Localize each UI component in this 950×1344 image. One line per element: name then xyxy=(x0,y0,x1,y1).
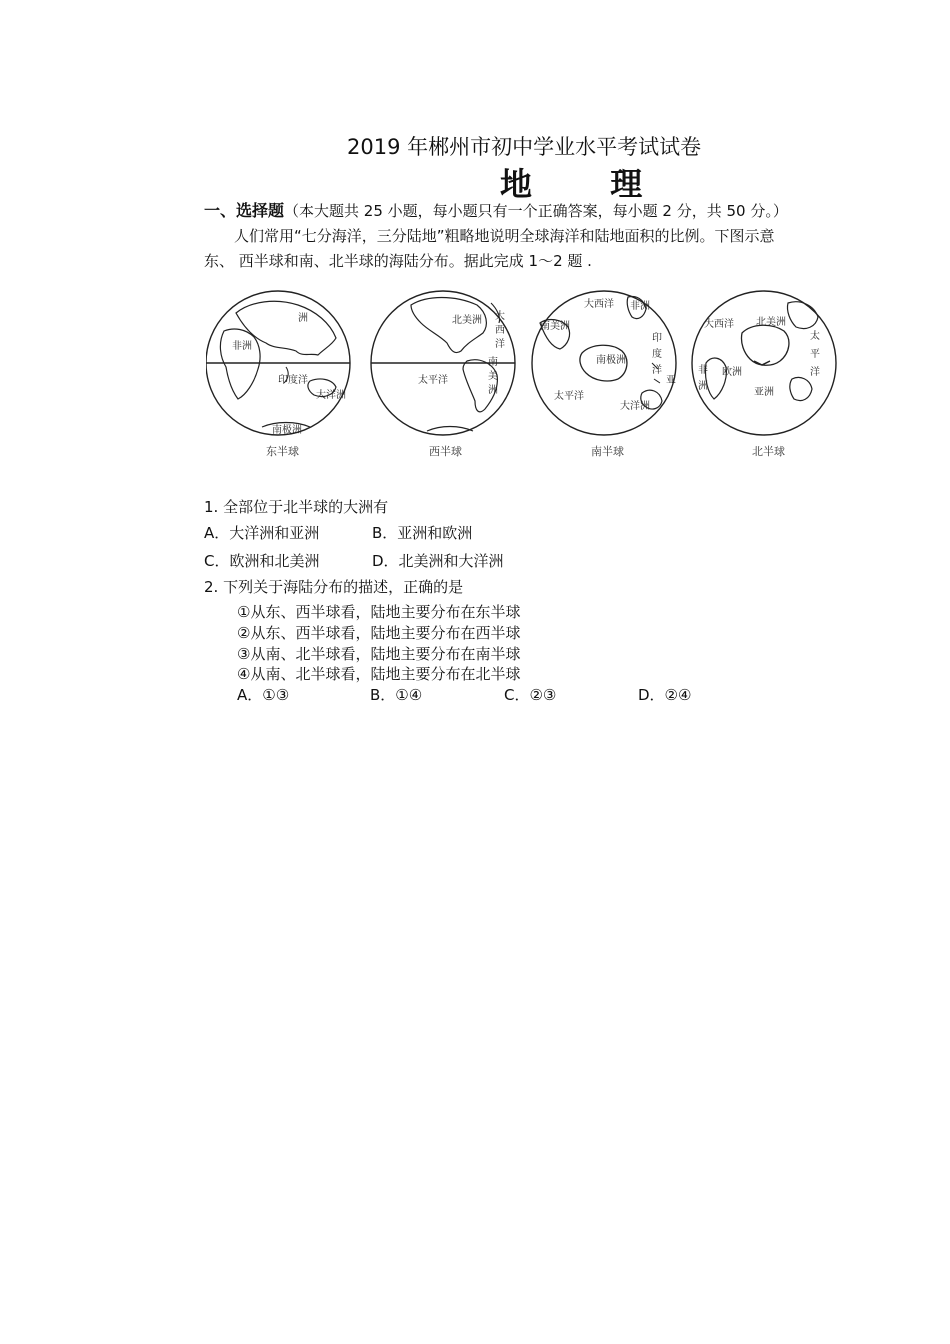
north-label-9: 亚洲 xyxy=(754,387,774,398)
subject-char-2: 理 xyxy=(610,165,645,203)
south-label-7: 洋 xyxy=(652,365,662,376)
caption-east: 东半球 xyxy=(266,445,299,458)
south-label-8: 太平洋 xyxy=(554,391,584,402)
east-label-4: 大洋洲 xyxy=(316,390,346,401)
q1-option-b: B．亚洲和欧洲 xyxy=(372,524,473,542)
q2-option-b: B．①④ xyxy=(370,686,423,704)
intro-line-2: 东、 西半球和南、北半球的海陆分布。据此完成 1～2 题 . xyxy=(204,252,592,270)
south-label-6: 度 xyxy=(652,349,662,360)
caption-south: 南半球 xyxy=(591,445,624,458)
west-label-6: 南 xyxy=(488,357,498,368)
south-label-5: 印 xyxy=(652,333,662,344)
q1-option-d: D．北美洲和大洋洲 xyxy=(372,552,504,570)
q2-statement-4: ④从南、北半球看，陆地主要分布在北半球 xyxy=(237,665,521,683)
east-label-1: 洲 xyxy=(298,313,308,324)
q2-option-a: A．①③ xyxy=(237,686,290,704)
q1-option-a: A．大洋洲和亚洲 xyxy=(204,524,320,542)
west-label-5: 洋 xyxy=(495,339,505,350)
south-label-2: 非洲 xyxy=(630,301,650,312)
west-label-8: 洲 xyxy=(488,385,498,396)
q2-statement-1: ①从东、西半球看，陆地主要分布在东半球 xyxy=(237,603,521,621)
north-label-6: 非 xyxy=(698,365,708,376)
north-label-2: 北美洲 xyxy=(756,317,786,328)
south-label-4: 南极洲 xyxy=(596,355,626,366)
section-note: （本大题共 25 小题，每小题只有一个正确答案，每小题 2 分，共 50 分。） xyxy=(284,202,788,220)
question-2-stem: 2. 下列关于海陆分布的描述，正确的是 xyxy=(204,578,464,596)
question-1-stem: 1. 全部位于北半球的大洲有 xyxy=(204,498,389,516)
west-label-3: 大 xyxy=(495,311,505,322)
west-label-2: 太平洋 xyxy=(418,375,448,386)
south-label-3: 南美洲 xyxy=(540,321,570,332)
north-hemisphere-globe xyxy=(692,291,836,435)
hemispheres-figure xyxy=(206,283,846,463)
caption-west: 西半球 xyxy=(429,445,462,458)
west-label-7: 美 xyxy=(488,371,498,382)
north-label-4: 平 xyxy=(810,349,820,360)
east-label-3: 印度洋 xyxy=(278,375,308,386)
intro-line-1: 人们常用“七分海洋，三分陆地”粗略地说明全球海洋和陆地面积的比例。下图示意 xyxy=(234,227,775,245)
q2-statement-3: ③从南、北半球看，陆地主要分布在南半球 xyxy=(237,645,521,663)
west-label-1: 北美洲 xyxy=(452,315,482,326)
section-heading xyxy=(204,198,788,221)
section-label: 一、选择题 xyxy=(204,201,285,220)
exam-title: 2019 年郴州市初中学业水平考试试卷 xyxy=(347,135,702,159)
south-label-1: 大西洋 xyxy=(584,299,614,310)
q1-option-c: C．欧洲和北美洲 xyxy=(204,552,320,570)
q2-option-c: C．②③ xyxy=(504,686,557,704)
north-label-3: 太 xyxy=(810,331,820,342)
south-label-9: 大洋洲 xyxy=(620,401,650,412)
east-hemisphere-globe xyxy=(206,291,350,435)
north-label-7: 洲 xyxy=(698,381,708,392)
caption-north: 北半球 xyxy=(752,445,785,458)
south-label-10: 亚 xyxy=(666,375,676,386)
west-label-4: 西 xyxy=(495,325,505,336)
q2-statement-2: ②从东、西半球看，陆地主要分布在西半球 xyxy=(237,624,521,642)
east-label-2: 非洲 xyxy=(232,341,252,352)
north-label-5: 洋 xyxy=(810,367,820,378)
east-label-5: 南极洲 xyxy=(272,425,302,436)
subject-char-1: 地 xyxy=(500,165,535,203)
north-label-1: 大西洋 xyxy=(704,319,734,330)
north-label-8: 欧洲 xyxy=(722,367,742,378)
q2-option-d: D．②④ xyxy=(638,686,692,704)
